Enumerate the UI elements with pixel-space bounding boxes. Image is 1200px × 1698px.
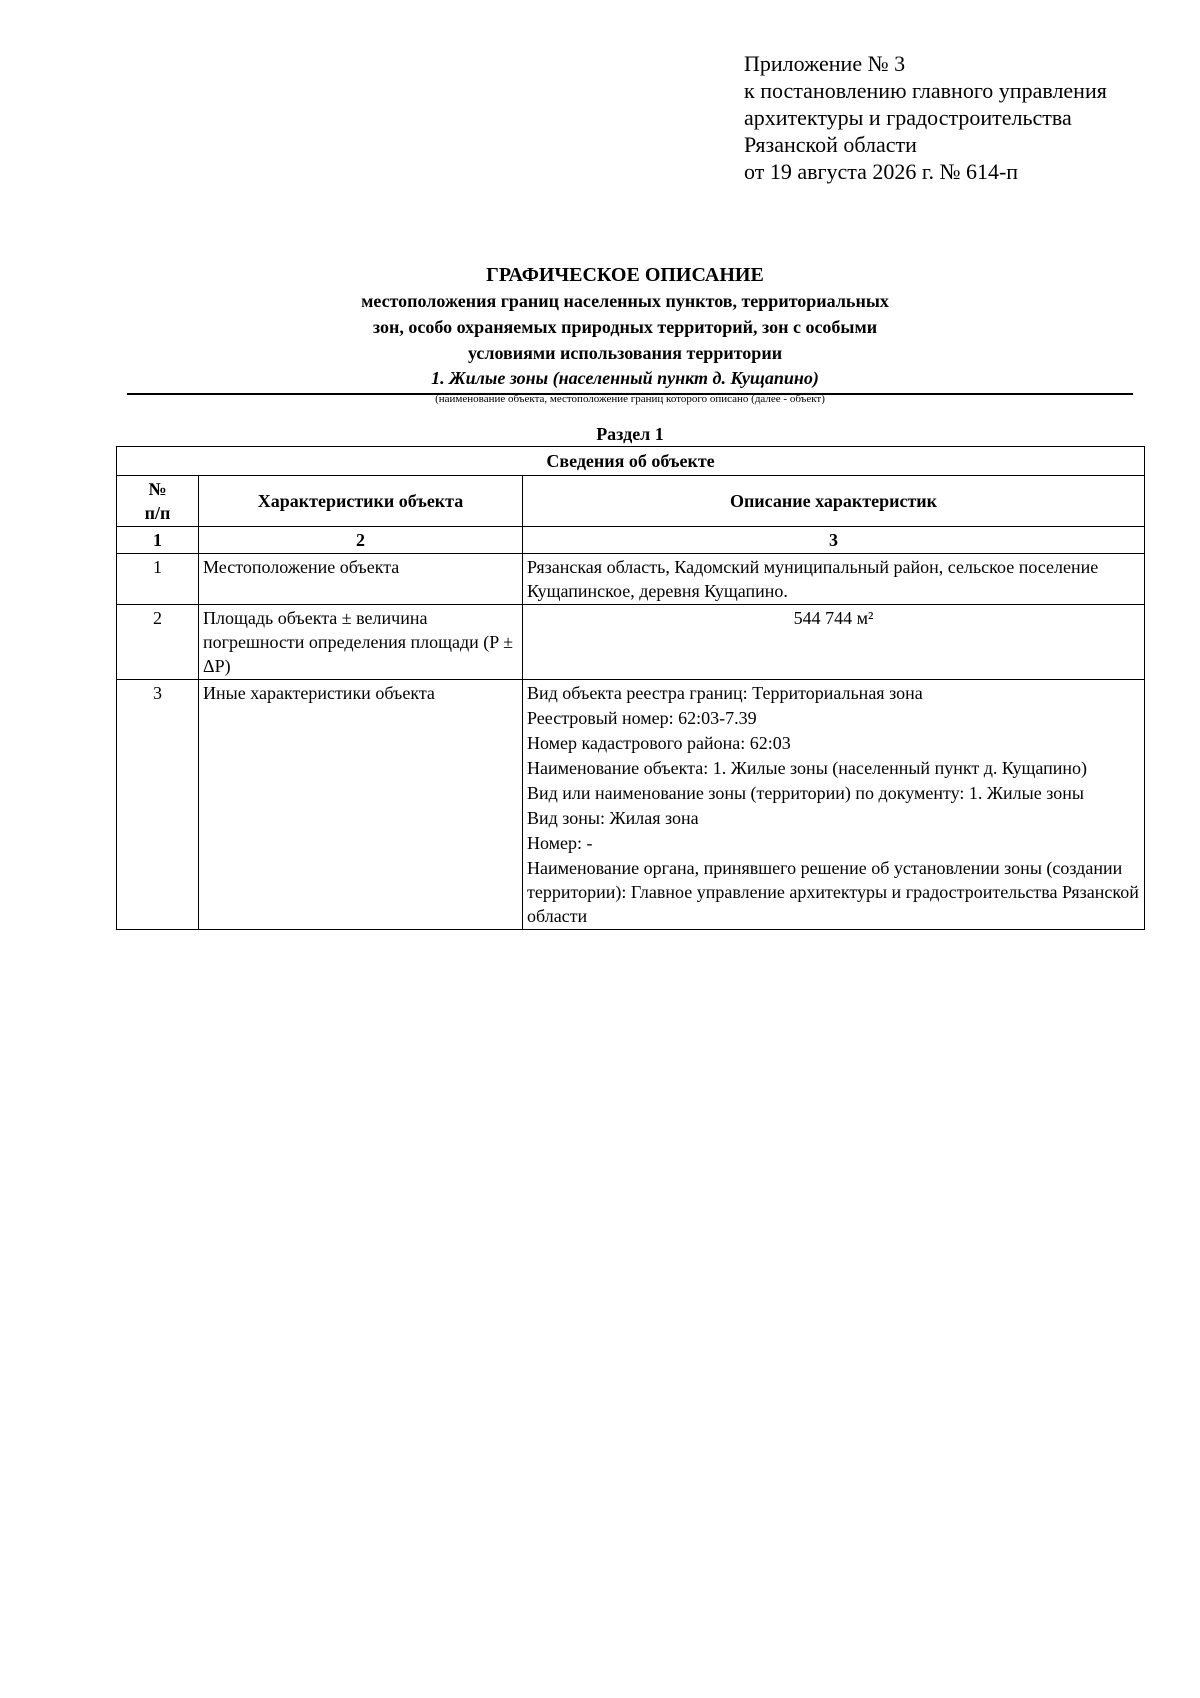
document-subtitle bbox=[117, 288, 1133, 366]
row-number: 2 bbox=[117, 605, 199, 680]
table-header-row bbox=[117, 476, 1145, 527]
document-title: ГРАФИЧЕСКОЕ ОПИСАНИЕ bbox=[486, 264, 764, 286]
appendix-line: Рязанской области bbox=[744, 132, 917, 157]
row-description bbox=[523, 554, 1145, 605]
table-row bbox=[117, 554, 1145, 605]
subtitle-line: зон, особо охраняемых природных территорий, зон с особыми bbox=[372, 317, 878, 337]
description-line: Номер кадастрового района: 62:03 bbox=[527, 733, 791, 753]
appendix-line: к постановлению главного управления bbox=[744, 78, 1107, 103]
row-number: 3 bbox=[117, 680, 199, 930]
column-number-row bbox=[117, 527, 1145, 554]
row-characteristic: Иные характеристики объекта bbox=[199, 680, 523, 930]
column-header-number-text: № п/п bbox=[144, 479, 171, 523]
description-line: Рязанская область, Кадомский муниципальный район, сельское поселение Кущапинское, деревня Кущапино. bbox=[527, 557, 1099, 601]
description-line: Наименование объекта: 1. Жилые зоны (населенный пункт д. Кущапино) bbox=[527, 758, 1088, 778]
table-row bbox=[117, 680, 1145, 930]
subtitle-line: условиями использования территории bbox=[467, 343, 783, 363]
description-line: Реестровый номер: 62:03-7.39 bbox=[527, 708, 757, 728]
appendix-block bbox=[744, 50, 1184, 185]
object-info-table bbox=[116, 446, 1145, 930]
object-caption: (наименование объекта, местоположение границ которого описано (далее - объект) bbox=[435, 393, 825, 405]
column-number: 3 bbox=[523, 527, 1145, 554]
object-name: 1. Жилые зоны (населенный пункт д. Кущапино) bbox=[431, 368, 819, 388]
table-caption-row bbox=[117, 447, 1145, 476]
description-line: Вид объекта реестра границ: Территориальная зона bbox=[527, 683, 923, 703]
table-caption: Сведения об объекте bbox=[117, 447, 1145, 476]
row-number: 1 bbox=[117, 554, 199, 605]
document-heading bbox=[117, 262, 1133, 390]
description-line: Наименование органа, принявшего решение об установлении зоны (создании территории): Главное управление архитектуры и градостроительства Рязанской области bbox=[527, 858, 1139, 926]
table-row bbox=[117, 605, 1145, 680]
column-number: 1 bbox=[117, 527, 199, 554]
appendix-line: от 19 августа 2026 г. № 614-п bbox=[744, 159, 1019, 184]
appendix-line: Приложение № 3 bbox=[744, 51, 906, 76]
row-characteristic: Местоположение объекта bbox=[199, 554, 523, 605]
column-header-characteristic: Характеристики объекта bbox=[199, 476, 523, 527]
row-characteristic: Площадь объекта ± величина погрешности определения площади (P ± ΔP) bbox=[199, 605, 523, 680]
row-description bbox=[523, 605, 1145, 680]
column-header-description: Описание характеристик bbox=[523, 476, 1145, 527]
row-description bbox=[523, 680, 1145, 930]
column-header-number bbox=[117, 476, 199, 527]
appendix-line: архитектуры и градостроительства bbox=[744, 105, 1072, 130]
description-line: Номер: - bbox=[527, 833, 593, 853]
description-line: Вид зоны: Жилая зона bbox=[527, 808, 699, 828]
description-line: Вид или наименование зоны (территории) по документу: 1. Жилые зоны bbox=[527, 783, 1084, 803]
subtitle-line: местоположения границ населенных пунктов, территориальных bbox=[361, 291, 889, 311]
description-line: 544 744 м² bbox=[793, 608, 874, 628]
column-number: 2 bbox=[199, 527, 523, 554]
section-title: Раздел 1 bbox=[596, 424, 664, 444]
